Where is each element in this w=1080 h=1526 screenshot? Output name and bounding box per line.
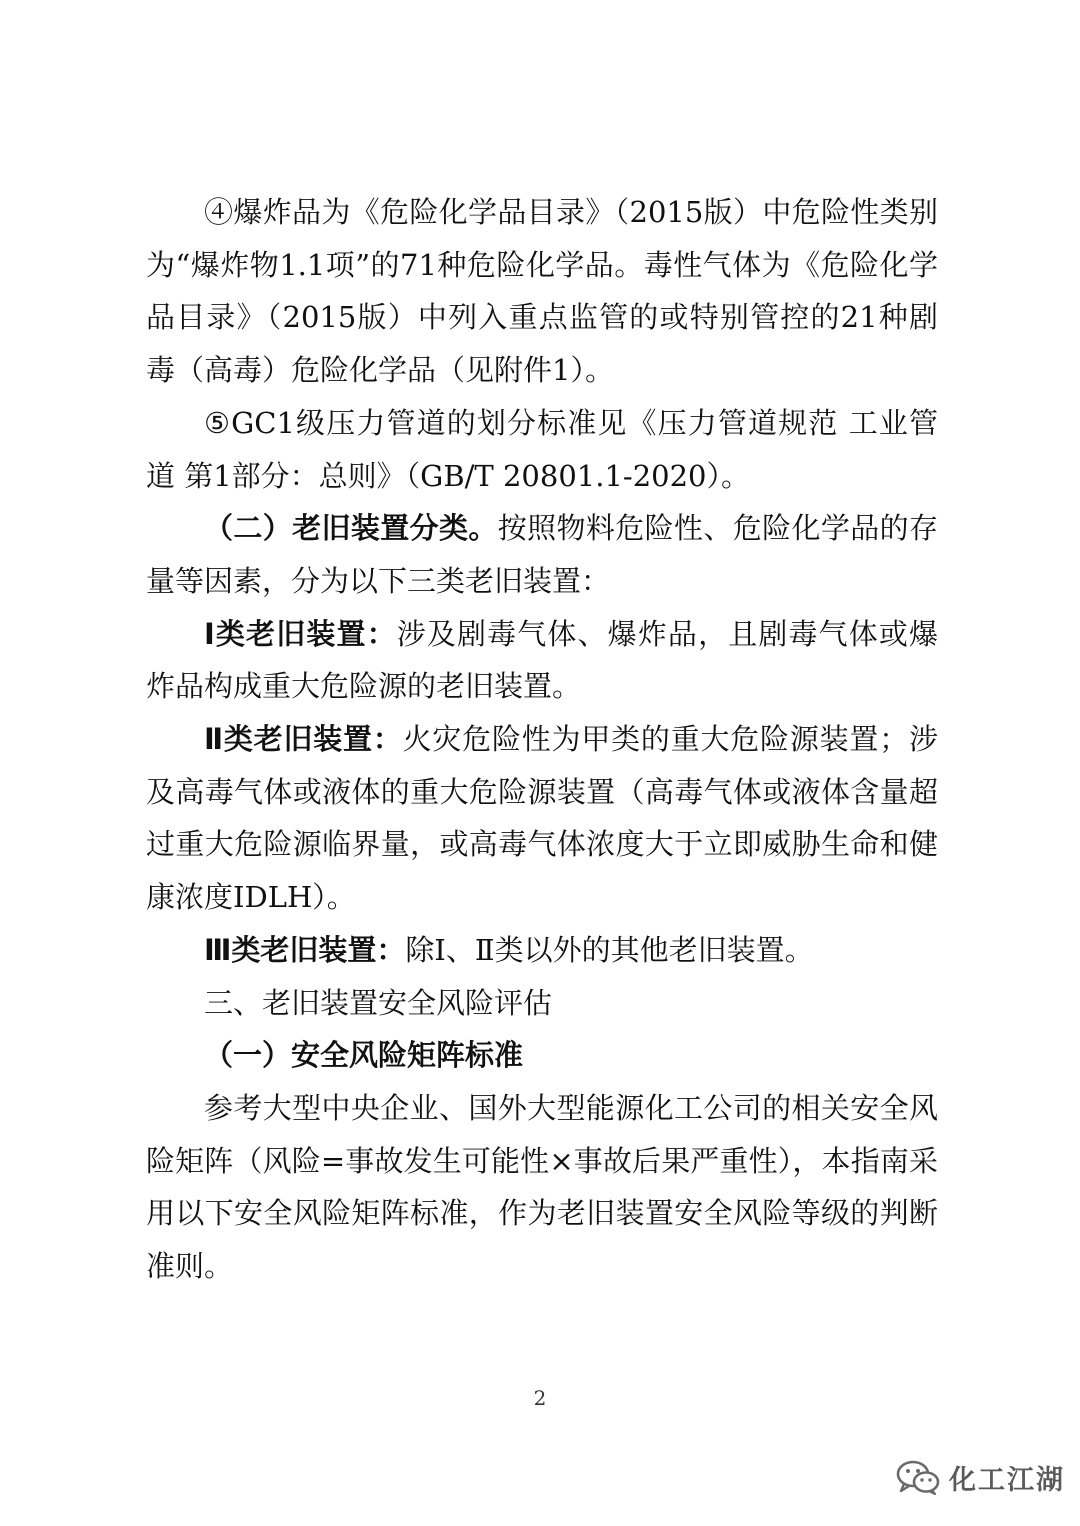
paragraph-gc1-note [146,397,938,502]
paragraph-lead: Ⅱ类老旧装置： [204,722,403,757]
paragraph-classification [146,502,938,607]
body-text [146,186,938,1293]
wechat-icon [895,1459,941,1495]
watermark-label: 化工江湖 [949,1464,1065,1496]
paragraph-lead: （二）老旧装置分类。 [204,511,498,546]
paragraph-class-1 [146,608,938,713]
paragraph-text: ⑤GC1级压力管道的划分标准见《压力管道规范 工业管道 第1部分：总则》（GB/T 20801.1-2020）。 [146,405,938,493]
paragraph-text: 按照物料危险性、危险化学品的存量等因素，分为以下三类老旧装置： [146,511,938,598]
watermark [895,1457,1065,1497]
paragraph-text: 火灾危险性为甲类的重大危险源装置；涉及高毒气体或液体的重大危险源装置（高毒气体或液体含量超过重大危险源临界量，或高毒气体浓度大于立即威胁生命和健康浓度IDLH）。 [146,722,938,915]
section-heading [146,977,938,1030]
paragraph-lead: Ⅲ类老旧装置： [204,932,406,967]
paragraph-lead: Ⅰ类老旧装置： [204,616,397,651]
paragraph-class-2 [146,713,938,924]
subsection-heading-text: （一）安全风险矩阵标准 [204,1038,524,1073]
page-number: 2 [533,1386,547,1410]
section-heading-text: 三、老旧装置安全风险评估 [204,985,553,1020]
paragraph-explosives-note [146,186,938,397]
paragraph-class-3 [146,924,938,977]
subsection-heading [146,1029,938,1082]
paragraph-text: 参考大型中央企业、国外大型能源化工公司的相关安全风险矩阵（风险=事故发生可能性×事故后果严重性），本指南采用以下安全风险矩阵标准，作为老旧装置安全风险等级的判断准则。 [146,1090,938,1284]
paragraph-text: 涉及剧毒气体、爆炸品，且剧毒气体或爆炸品构成重大危险源的老旧装置。 [146,616,938,704]
paragraph-text: 除Ⅰ、Ⅱ类以外的其他老旧装置。 [405,932,814,967]
paragraph-risk-matrix [146,1082,938,1293]
paragraph-text: ④爆炸品为《危险化学品目录》（2015版）中危险性类别为“爆炸物1.1项”的71种危险化学品。毒性气体为《危险化学品目录》（2015版）中列入重点监管的或特别管控的21种剧毒（高毒）危险化学品（见附件1）。 [146,195,938,388]
